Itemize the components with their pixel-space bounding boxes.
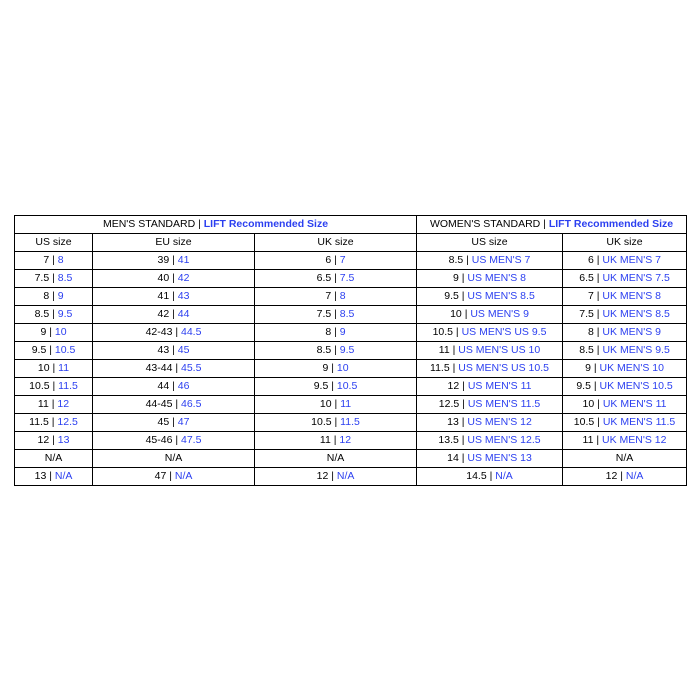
value-separator: | [596,253,600,266]
std-value: 47 [154,469,167,482]
table-row [15,449,687,467]
lift-value: 12 [339,433,352,446]
std-value: 12 [447,379,460,392]
value-separator: | [334,307,337,320]
value-separator: | [52,271,55,284]
value-separator: | [49,469,52,482]
womens-lift-recommended-label: LIFT Recommended Size [548,217,674,230]
lift-value: 8 [57,253,64,266]
lift-value: US MEN'S US 10.5 [458,361,549,374]
lift-value: 9 [57,289,64,302]
std-value: 9.5 [313,379,329,392]
value-separator: | [51,397,55,410]
std-value: 11.5 [430,361,450,374]
cell-mens-us [15,395,93,413]
cell-mens-uk [255,467,417,485]
lift-value: UK MEN'S 10 [599,361,664,374]
value-separator: | [175,325,179,338]
value-separator: | [596,343,600,356]
cell-mens-uk [255,359,417,377]
std-value: 10 [450,307,462,320]
value-separator: | [593,379,597,392]
std-value: 43-44 [145,361,173,374]
std-value: 11.5 [29,415,49,428]
cell-womens-uk [563,341,687,359]
value-separator: | [331,379,334,392]
cell-mens-us [15,341,93,359]
std-value: 7 [325,289,332,302]
lift-value: US MEN'S 12.5 [467,433,541,446]
cell-mens-eu [93,269,255,287]
cell-womens-us [417,287,563,305]
value-separator: | [455,325,459,338]
table-row [15,467,687,485]
cell-womens-uk [563,323,687,341]
value-separator: | [331,361,334,374]
std-value: 7 [588,289,594,302]
std-value: 13 [34,469,47,482]
std-value: 42 [157,307,170,320]
cell-womens-uk [563,305,687,323]
lift-value: US MEN'S 8 [467,271,527,284]
cell-womens-us [417,431,563,449]
table-row [15,395,687,413]
lift-value: US MEN'S 8.5 [467,289,535,302]
lift-value: UK MEN'S 10.5 [599,379,673,392]
std-value: 9.5 [31,343,47,356]
lift-value: UK MEN'S 8 [602,289,662,302]
value-separator: | [49,325,52,338]
mens-standard-label: MEN'S STANDARD [102,217,196,230]
table-row [15,431,687,449]
cell-mens-uk [255,305,417,323]
column-header-womens-uk: UK size [563,233,687,251]
lift-value: 7 [339,253,346,266]
value-separator: | [461,415,465,428]
value-separator: | [452,343,456,356]
lift-value: 43 [177,289,190,302]
std-value: 11 [438,343,450,356]
cell-womens-us [417,323,563,341]
value-separator: | [331,469,334,482]
value-separator: | [52,379,56,392]
lift-value: UK MEN'S 11 [602,397,667,410]
std-value: 10 [37,361,50,374]
lift-value: 8 [339,289,346,302]
lift-value: UK MEN'S 8.5 [602,307,670,320]
lift-value: US MEN'S US 10 [458,343,541,356]
value-separator: | [334,253,337,266]
cell-womens-us [417,395,563,413]
value-separator: | [462,379,465,392]
cell-mens-us [15,467,93,485]
lift-value: 46.5 [181,397,202,410]
cell-mens-uk [255,431,417,449]
lift-value: US MEN'S 11 [467,379,532,392]
lift-value: 47.5 [181,433,202,446]
lift-value: 9 [339,325,346,338]
table-row [15,287,687,305]
std-value: 8.5 [316,343,332,356]
lift-value: N/A [174,469,193,482]
value-separator: | [452,361,456,374]
cell-womens-uk [563,449,687,467]
value-separator: | [461,271,465,284]
value-separator: | [49,343,52,356]
lift-value: UK MEN'S 7.5 [602,271,670,284]
cell-mens-eu [93,413,255,431]
std-value: 10 [582,397,595,410]
lift-value: 10.5 [336,379,358,392]
lift-value: N/A [336,469,355,482]
std-value: 8.5 [448,253,464,266]
cell-womens-uk [563,269,687,287]
std-value: 10 [319,397,332,410]
cell-womens-us [417,449,563,467]
lift-value: 12.5 [57,415,78,428]
womens-header-separator: | [543,217,546,230]
cell-womens-us [417,251,563,269]
lift-value: 11.5 [58,379,78,392]
std-value: 7.5 [579,307,594,320]
cell-womens-us [417,305,563,323]
std-value: 44-45 [145,397,173,410]
lift-value: US MEN'S 11.5 [467,397,541,410]
cell-mens-uk [255,395,417,413]
value-separator: | [596,307,600,320]
mens-lift-recommended-label: LIFT Recommended Size [203,217,329,230]
column-header-mens-us: US size [15,233,93,251]
table-row [15,377,687,395]
table-row [15,305,687,323]
lift-value: UK MEN'S 9 [602,325,662,338]
std-value: 6 [325,253,332,266]
std-value: 39 [157,253,170,266]
value-separator: | [461,289,465,302]
group-header-row [15,215,687,233]
shoe-size-chart-table [14,215,687,486]
std-value: 10.5 [311,415,332,428]
cell-mens-eu [93,377,255,395]
value-separator: | [51,415,55,428]
cell-mens-eu [93,251,255,269]
cell-womens-us [417,341,563,359]
lift-value: 44 [177,307,190,320]
value-separator: | [334,289,337,302]
lift-value: 12 [57,397,70,410]
value-separator: | [597,415,600,428]
lift-value: 42 [177,271,190,284]
value-separator: | [596,325,600,338]
lift-value: 8.5 [57,271,73,284]
std-value: 9 [322,361,329,374]
cell-womens-uk [563,359,687,377]
std-value: 11 [582,433,594,446]
std-value: 12 [37,433,50,446]
cell-mens-eu [93,287,255,305]
value-separator: | [334,397,338,410]
std-value: 10.5 [29,379,50,392]
std-value: 9 [585,361,591,374]
std-value: N/A [615,451,634,464]
std-value: 14 [447,451,459,464]
std-value: 13.5 [438,433,459,446]
table-row [15,341,687,359]
std-value: 11 [37,397,49,410]
value-separator: | [489,469,493,482]
lift-value: 11.5 [340,415,360,428]
value-separator: | [52,289,55,302]
cell-womens-us [417,377,563,395]
cell-mens-us [15,359,93,377]
std-value: 7.5 [34,271,50,284]
std-value: 12 [605,469,618,482]
column-header-mens-uk: UK size [255,233,417,251]
std-value: 9.5 [576,379,591,392]
cell-mens-us [15,323,93,341]
value-separator: | [334,271,337,284]
lift-value: N/A [625,469,644,482]
lift-value: 13 [57,433,70,446]
mens-header-separator: | [198,217,201,230]
std-value: 11 [319,433,331,446]
cell-womens-uk [563,287,687,305]
cell-mens-uk [255,341,417,359]
value-separator: | [596,289,600,302]
std-value: 10.5 [432,325,453,338]
table-row [15,251,687,269]
std-value: 13 [447,415,459,428]
lift-value: 10 [336,361,349,374]
lift-value: US MEN'S US 9.5 [461,325,547,338]
cell-mens-us [15,431,93,449]
lift-value: N/A [54,469,73,482]
lift-value: 44.5 [181,325,202,338]
std-value: 40 [157,271,170,284]
cell-womens-us [417,413,563,431]
std-value: 7 [43,253,50,266]
std-value: 45-46 [145,433,173,446]
value-separator: | [334,325,337,338]
std-value: 12 [316,469,329,482]
value-separator: | [172,379,175,392]
lift-value: UK MEN'S 12 [602,433,667,446]
cell-womens-uk [563,395,687,413]
lift-value: UK MEN'S 7 [602,253,662,266]
table-row [15,269,687,287]
lift-value: 9.5 [57,307,73,320]
std-value: 43 [157,343,170,356]
std-value: N/A [164,451,183,464]
cell-mens-us [15,269,93,287]
std-value: 42-43 [145,325,173,338]
lift-value: UK MEN'S 9.5 [602,343,670,356]
lift-value: 10.5 [54,343,76,356]
lift-value: 46 [177,379,190,392]
std-value: N/A [44,451,63,464]
value-separator: | [597,397,600,410]
lift-value: N/A [495,469,513,482]
cell-womens-us [417,269,563,287]
lift-value: US MEN'S 13 [467,451,532,464]
value-separator: | [52,307,55,320]
std-value: 45 [157,415,170,428]
std-value: N/A [326,451,345,464]
womens-group-header [417,215,687,233]
value-separator: | [172,415,175,428]
value-separator: | [172,289,175,302]
value-separator: | [461,433,465,446]
std-value: 8 [325,325,332,338]
cell-mens-eu [93,341,255,359]
std-value: 9.5 [444,289,459,302]
value-separator: | [52,433,55,446]
lift-value: 9.5 [339,343,355,356]
lift-value: 41 [177,253,190,266]
lift-value: 45 [177,343,190,356]
std-value: 44 [157,379,170,392]
womens-standard-label: WOMEN'S STANDARD [429,217,541,230]
std-value: 6.5 [316,271,332,284]
cell-womens-us [417,359,563,377]
table-row [15,413,687,431]
value-separator: | [464,307,468,320]
cell-womens-uk [563,431,687,449]
std-value: 14.5 [466,469,487,482]
cell-mens-us [15,413,93,431]
cell-mens-uk [255,449,417,467]
cell-mens-us [15,251,93,269]
value-separator: | [52,253,55,266]
cell-mens-uk [255,251,417,269]
cell-womens-uk [563,377,687,395]
lift-value: 8.5 [339,307,355,320]
value-separator: | [461,451,465,464]
std-value: 8.5 [34,307,50,320]
value-separator: | [172,253,175,266]
column-header-row [15,233,687,251]
std-value: 8.5 [579,343,594,356]
std-value: 9 [453,271,459,284]
std-value: 8 [43,289,50,302]
cell-womens-uk [563,467,687,485]
std-value: 6 [588,253,594,266]
value-separator: | [175,397,179,410]
value-separator: | [333,433,337,446]
value-separator: | [169,469,172,482]
lift-value: US MEN'S 12 [467,415,532,428]
lift-value: 47 [177,415,190,428]
cell-womens-us [417,467,563,485]
value-separator: | [175,361,179,374]
lift-value: US MEN'S 9 [470,307,529,320]
std-value: 6.5 [579,271,594,284]
value-separator: | [462,397,465,410]
std-value: 10.5 [573,415,595,428]
value-separator: | [52,361,56,374]
value-separator: | [334,343,337,356]
cell-mens-us [15,287,93,305]
value-separator: | [175,433,179,446]
lift-value: US MEN'S 7 [471,253,531,266]
cell-mens-us [15,449,93,467]
lift-value: 10 [54,325,67,338]
cell-mens-eu [93,467,255,485]
lift-value: 11 [340,397,352,410]
lift-value: 45.5 [181,361,202,374]
cell-womens-uk [563,251,687,269]
value-separator: | [466,253,469,266]
cell-mens-uk [255,413,417,431]
value-separator: | [596,271,600,284]
lift-value: UK MEN'S 11.5 [602,415,676,428]
cell-mens-eu [93,305,255,323]
cell-mens-uk [255,287,417,305]
std-value: 7.5 [316,307,332,320]
std-value: 12.5 [438,397,460,410]
lift-value: 7.5 [339,271,355,284]
cell-mens-us [15,377,93,395]
cell-mens-eu [93,359,255,377]
value-separator: | [334,415,338,428]
cell-mens-eu [93,323,255,341]
std-value: 41 [157,289,170,302]
value-separator: | [172,271,175,284]
table-row [15,359,687,377]
cell-womens-uk [563,413,687,431]
cell-mens-us [15,305,93,323]
std-value: 8 [588,325,594,338]
cell-mens-eu [93,431,255,449]
lift-value: 11 [58,361,70,374]
cell-mens-uk [255,269,417,287]
value-separator: | [596,433,600,446]
value-separator: | [620,469,623,482]
cell-mens-eu [93,449,255,467]
cell-mens-uk [255,377,417,395]
mens-group-header [15,215,417,233]
size-chart-container [14,215,686,486]
cell-mens-uk [255,323,417,341]
column-header-womens-us: US size [417,233,563,251]
value-separator: | [172,343,175,356]
value-separator: | [593,361,597,374]
std-value: 9 [40,325,47,338]
table-row [15,323,687,341]
value-separator: | [172,307,175,320]
cell-mens-eu [93,395,255,413]
column-header-mens-eu: EU size [93,233,255,251]
